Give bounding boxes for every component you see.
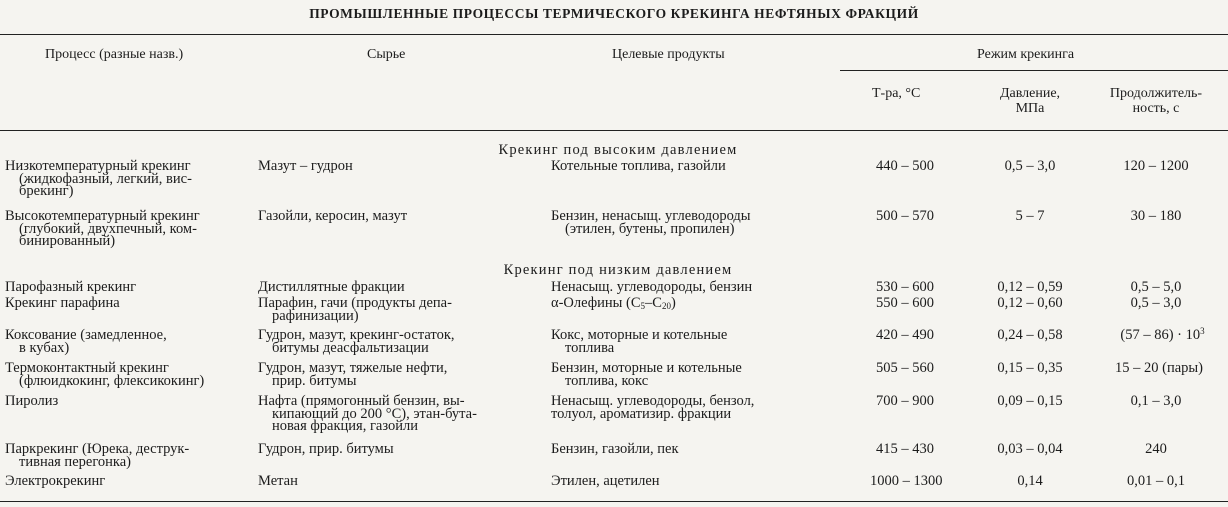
header-products: Целевые продукты <box>612 47 725 62</box>
row-process <box>5 210 200 248</box>
row-feed <box>258 329 455 354</box>
row-pressure: 0,09 – 0,15 <box>997 393 1063 409</box>
products-subscript: 5 <box>640 301 646 311</box>
products-line: Ненасыщ. углеводороды, бензол, <box>551 393 755 409</box>
row-duration: 15 – 20 (пары) <box>1115 360 1203 376</box>
table-row <box>0 475 1228 489</box>
row-products: Этилен, ацетилен <box>551 473 660 489</box>
section-low-pressure: Крекинг под низким давлением <box>503 262 733 278</box>
feed-line: рафинизации) <box>272 307 359 324</box>
header-mode: Режим крекинга <box>977 47 1075 62</box>
products-text: ) <box>670 295 676 311</box>
row-products: Котельные топлива, газойли <box>551 158 726 174</box>
process-line: Низкотемпературный крекинг <box>5 158 191 174</box>
row-duration: 0,5 – 3,0 <box>1130 295 1182 311</box>
products-line: топлива, кокс <box>565 372 649 389</box>
products-line: Кокс, моторные и котельные <box>551 327 728 343</box>
row-temp: 420 – 490 <box>876 327 934 343</box>
row-process <box>5 160 192 198</box>
row-pressure: 0,24 – 0,58 <box>997 327 1063 343</box>
row-duration: 0,5 – 5,0 <box>1130 279 1182 295</box>
table-row <box>0 326 1228 357</box>
duration-text: (57 – 86) · 10 <box>1120 327 1201 343</box>
row-products: Бензин, газойли, пек <box>551 441 679 457</box>
process-line: Высокотемпературный крекинг <box>5 208 200 224</box>
row-temp: 415 – 430 <box>876 441 934 457</box>
row-process <box>5 443 189 468</box>
row-duration <box>1100 326 1225 343</box>
row-duration: 240 <box>1145 441 1167 457</box>
row-duration: 0,01 – 0,1 <box>1127 473 1185 489</box>
feed-line: новая фракция, газойли <box>272 418 418 435</box>
duration-superscript: 3 <box>1200 326 1205 336</box>
row-temp: 500 – 570 <box>876 208 934 224</box>
products-line: Бензин, ненасыщ. углеводороды <box>551 208 751 224</box>
feed-line: кипающий до 200 °С), этан-бута- <box>272 405 477 422</box>
row-products <box>551 362 742 387</box>
feed-line: Гудрон, мазут, крекинг-остаток, <box>258 327 455 343</box>
row-products: Ненасыщ. углеводороды, бензин <box>551 279 753 295</box>
table-row <box>0 281 1228 295</box>
header-duration-line2: ность, с <box>1132 101 1180 116</box>
process-line: (жидкофазный, легкий, вис- <box>19 170 192 187</box>
header-bottom-rule <box>0 130 1228 131</box>
feed-line: Нафта (прямогонный бензин, вы- <box>258 393 465 409</box>
feed-line: битумы деасфальтизации <box>272 339 429 356</box>
process-line: Коксование (замедленное, <box>5 327 167 343</box>
row-feed: Мазут – гудрон <box>258 158 353 174</box>
row-process <box>5 362 204 387</box>
row-temp: 505 – 560 <box>876 360 934 376</box>
row-process: Парофазный крекинг <box>5 279 137 295</box>
row-process <box>5 329 167 354</box>
header-duration-line1: Продолжитель- <box>1109 86 1203 101</box>
table-row <box>0 362 1228 390</box>
row-temp: 530 – 600 <box>876 279 934 295</box>
row-duration: 0,1 – 3,0 <box>1130 393 1182 409</box>
header-pressure <box>975 86 1085 116</box>
header-feed: Сырье <box>367 47 406 62</box>
row-pressure: 5 – 7 <box>1015 208 1045 224</box>
table-title: ПРОМЫШЛЕННЫЕ ПРОЦЕССЫ ТЕРМИЧЕСКОГО КРЕКИНГА НЕФТЯНЫХ ФРАКЦИЙ <box>309 6 919 21</box>
row-temp: 1000 – 1300 <box>870 473 943 489</box>
products-text: α-Олефины (C <box>551 295 641 311</box>
row-feed: Метан <box>258 473 298 489</box>
bottom-rule <box>0 501 1228 502</box>
products-line: толуол, ароматизир. фракции <box>551 405 732 422</box>
top-rule <box>0 34 1228 35</box>
products-text: –C <box>645 295 662 311</box>
row-pressure: 0,15 – 0,35 <box>997 360 1063 376</box>
products-line: Бензин, моторные и котельные <box>551 360 742 376</box>
row-duration: 30 – 180 <box>1130 208 1182 224</box>
process-line: Термоконтактный крекинг <box>5 360 169 376</box>
row-feed <box>258 297 452 322</box>
feed-line: Гудрон, мазут, тяжелые нефти, <box>258 360 448 376</box>
feed-line: Парафин, гачи (продукты депа- <box>258 295 452 311</box>
section-high-pressure: Крекинг под высоким давлением <box>498 142 738 158</box>
row-temp: 700 – 900 <box>876 393 934 409</box>
row-products <box>551 297 676 310</box>
row-process: Электрокрекинг <box>5 473 106 489</box>
process-line: тивная перегонка) <box>19 453 131 470</box>
row-process: Крекинг парафина <box>5 295 120 311</box>
table-row <box>0 443 1228 471</box>
row-pressure: 0,03 – 0,04 <box>997 441 1063 457</box>
row-temp: 550 – 600 <box>876 295 934 311</box>
process-line: Паркрекинг (Юрека, деструк- <box>5 441 190 457</box>
row-products <box>551 329 727 354</box>
row-duration: 120 – 1200 <box>1123 158 1189 174</box>
header-pressure-line2: МПа <box>1015 101 1045 116</box>
header-process: Процесс (разные назв.) <box>45 47 184 62</box>
header-temp: Т-ра, °С <box>872 86 921 101</box>
header-duration <box>1100 86 1212 116</box>
row-feed: Газойли, керосин, мазут <box>258 208 408 224</box>
row-feed <box>258 362 447 387</box>
process-line: брекинг) <box>19 183 74 200</box>
row-pressure: 0,12 – 0,59 <box>997 279 1063 295</box>
row-feed <box>258 395 477 433</box>
products-line: (этилен, бутены, пропилен) <box>565 220 735 237</box>
row-pressure: 0,5 – 3,0 <box>1004 158 1056 174</box>
row-pressure: 0,12 – 0,60 <box>997 295 1063 311</box>
table-row <box>0 160 1228 200</box>
row-temp: 440 – 500 <box>876 158 934 174</box>
row-feed: Гудрон, прир. битумы <box>258 441 394 457</box>
row-process: Пиролиз <box>5 393 59 409</box>
mode-rule <box>840 70 1228 71</box>
table-row <box>0 395 1228 437</box>
row-feed: Дистиллятные фракции <box>258 279 405 295</box>
row-products <box>551 395 754 420</box>
table-row <box>0 297 1228 325</box>
row-pressure: 0,14 <box>1017 473 1043 489</box>
process-line: в кубах) <box>19 339 70 356</box>
header-pressure-line1: Давление, <box>999 86 1061 101</box>
process-line: (флюидкокинг, флексикокинг) <box>19 372 205 389</box>
process-line: (глубокий, двухпечный, ком- <box>19 220 197 237</box>
products-subscript: 20 <box>661 301 671 311</box>
feed-line: прир. битумы <box>272 372 357 389</box>
table-row <box>0 210 1228 250</box>
process-line: бинированный) <box>19 233 116 250</box>
row-products <box>551 210 751 235</box>
products-line: топлива <box>565 339 615 356</box>
